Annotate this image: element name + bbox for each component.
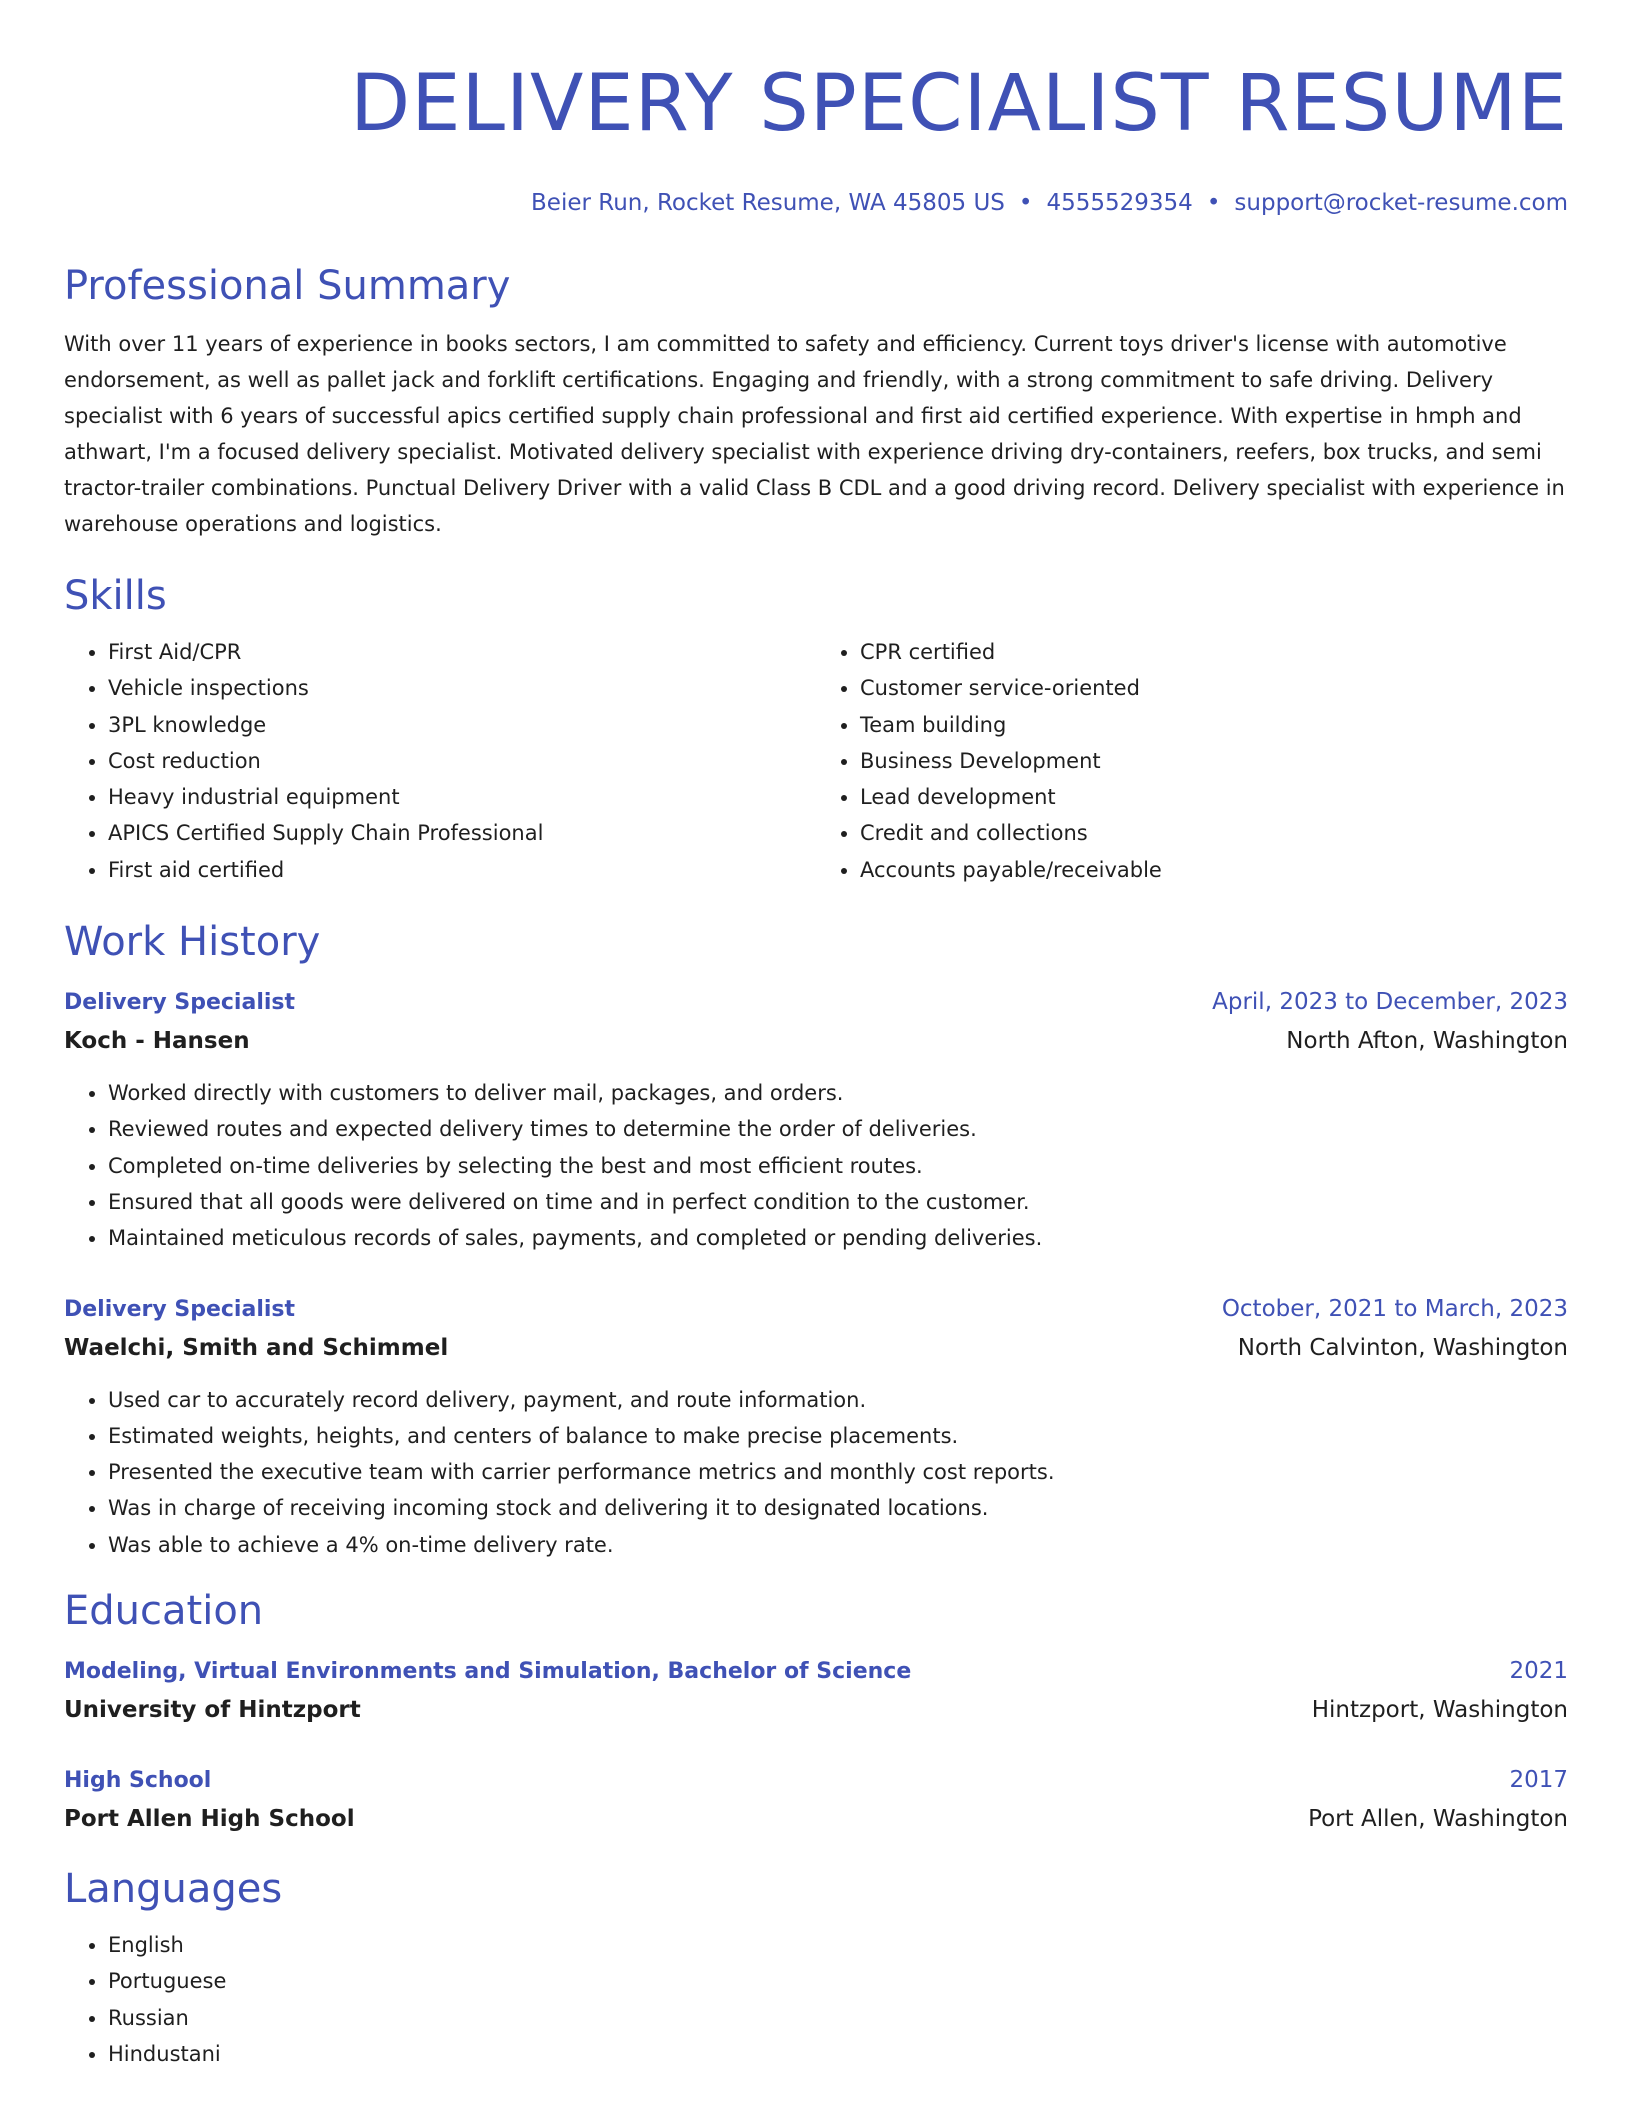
- skill-item: • First Aid/CPR: [108, 634, 816, 670]
- language-item: • English: [108, 1927, 1568, 1963]
- skill-item: • APICS Certified Supply Chain Professional: [108, 815, 816, 851]
- contact-separator: •: [1206, 190, 1221, 216]
- education-location: Port Allen, Washington: [1308, 1806, 1568, 1833]
- job-bullet: • Was in charge of receiving incoming stock and delivering it to designated locations.: [108, 1490, 1568, 1526]
- skills-list-left: [64, 634, 816, 888]
- job-dates: April, 2023 to December, 2023: [1212, 989, 1568, 1016]
- summary-text: With over 11 years of experience in books sectors, I am committed to safety and efficiency. Current toys driver's license with automotive endorsement, as well as pallet jack and forklift certifications. Engaging and friendly, with a strong commitment to safe driving. Delivery specialist with 6 years of successful apics certified supply chain professional and first aid certified experience. With expertise in hmph and athwart, I'm a focused delivery specialist. Motivated delivery specialist with experience driving dry-containers, reefers, box trucks, and semi tractor-trailer combinations. Punctual Delivery Driver with a valid Class B CDL and a good driving record. Delivery specialist with experience in warehouse operations and logistics.: [64, 332, 1565, 536]
- job-dates: October, 2021 to March, 2023: [1221, 1295, 1568, 1322]
- education-school: Port Allen High School: [64, 1806, 355, 1833]
- education-heading: Education: [64, 1588, 264, 1635]
- job-company-row: [64, 1328, 1568, 1368]
- job-title: Delivery Specialist: [64, 990, 296, 1016]
- skills-heading: Skills: [64, 573, 167, 619]
- education-year: 2017: [1509, 1767, 1568, 1794]
- job-bullet: • Estimated weights, heights, and centers of balance to make precise placements.: [108, 1418, 1568, 1454]
- resume-title: DELIVERY SPECIALIST RESUME: [350, 59, 1568, 149]
- languages-heading: Languages: [64, 1866, 283, 1913]
- job-entry: [64, 1291, 1568, 1563]
- skill-item: • Business Development: [860, 743, 1568, 779]
- skills-columns: [64, 634, 1568, 888]
- education-degree-row: [64, 1762, 1568, 1799]
- job-location: North Afton, Washington: [1286, 1028, 1568, 1055]
- education-location: Hintzport, Washington: [1311, 1697, 1568, 1724]
- skill-item: • Lead development: [860, 779, 1568, 815]
- skills-list-right: [816, 634, 1568, 888]
- contact-separator: •: [1018, 190, 1033, 216]
- job-company: Koch - Hansen: [64, 1028, 250, 1055]
- resume-header: [64, 0, 1568, 218]
- skill-item: • 3PL knowledge: [108, 707, 816, 743]
- language-item: • Russian: [108, 2000, 1568, 2036]
- job-company: Waelchi, Smith and Schimmel: [64, 1334, 449, 1361]
- language-item: • Portuguese: [108, 1963, 1568, 1999]
- skill-item: • Team building: [860, 707, 1568, 743]
- summary-heading: Professional Summary: [64, 263, 511, 309]
- job-bullets: [64, 1382, 1568, 1563]
- contact-address: Beier Run, Rocket Resume, WA 45805 US: [531, 190, 1005, 216]
- skill-item: • Vehicle inspections: [108, 670, 816, 706]
- job-bullet: • Was able to achieve a 4% on-time delivery rate.: [108, 1527, 1568, 1563]
- job-bullet: • Used car to accurately record delivery, payment, and route information.: [108, 1382, 1568, 1418]
- contact-phone: 4555529354: [1046, 190, 1193, 216]
- job-bullet: • Completed on-time deliveries by selecting the best and most efficient routes.: [108, 1148, 1568, 1184]
- job-title: Delivery Specialist: [64, 1296, 296, 1322]
- skill-item: • Heavy industrial equipment: [108, 779, 816, 815]
- resume-page: [64, 0, 1568, 2072]
- education-degree: High School: [64, 1768, 212, 1794]
- education-entry: [64, 1762, 1568, 1839]
- education-degree: Modeling, Virtual Environments and Simulation, Bachelor of Science: [64, 1659, 912, 1685]
- education-school-row: [64, 1690, 1568, 1730]
- job-company-row: [64, 1021, 1568, 1061]
- job-entry: [64, 984, 1568, 1256]
- job-location: North Calvinton, Washington: [1237, 1334, 1568, 1361]
- job-bullet: • Ensured that all goods were delivered on time and in perfect condition to the customer.: [108, 1184, 1568, 1220]
- contact-email: support@rocket-resume.com: [1234, 190, 1568, 216]
- skill-item: • CPR certified: [860, 634, 1568, 670]
- skill-item: • Accounts payable/receivable: [860, 852, 1568, 888]
- job-title-row: [64, 984, 1568, 1021]
- work-history-heading: Work History: [64, 919, 321, 966]
- skill-item: • Credit and collections: [860, 815, 1568, 851]
- skill-item: • Cost reduction: [108, 743, 816, 779]
- education-degree-row: [64, 1653, 1568, 1690]
- job-bullet: • Maintained meticulous records of sales, payments, and completed or pending deliveries.: [108, 1220, 1568, 1256]
- job-bullets: [64, 1075, 1568, 1256]
- skill-item: • First aid certified: [108, 852, 816, 888]
- education-school: University of Hintzport: [64, 1697, 361, 1724]
- job-bullet: • Presented the executive team with carrier performance metrics and monthly cost reports.: [108, 1454, 1568, 1490]
- language-item: • Hindustani: [108, 2036, 1568, 2072]
- job-title-row: [64, 1291, 1568, 1328]
- skill-item: • Customer service-oriented: [860, 670, 1568, 706]
- job-bullet: • Worked directly with customers to deliver mail, packages, and orders.: [108, 1075, 1568, 1111]
- education-entry: [64, 1653, 1568, 1730]
- languages-list: [64, 1927, 1568, 2072]
- education-year: 2021: [1509, 1658, 1568, 1685]
- job-bullet: • Reviewed routes and expected delivery times to determine the order of deliveries.: [108, 1111, 1568, 1147]
- contact-line: [64, 188, 1568, 218]
- education-school-row: [64, 1799, 1568, 1839]
